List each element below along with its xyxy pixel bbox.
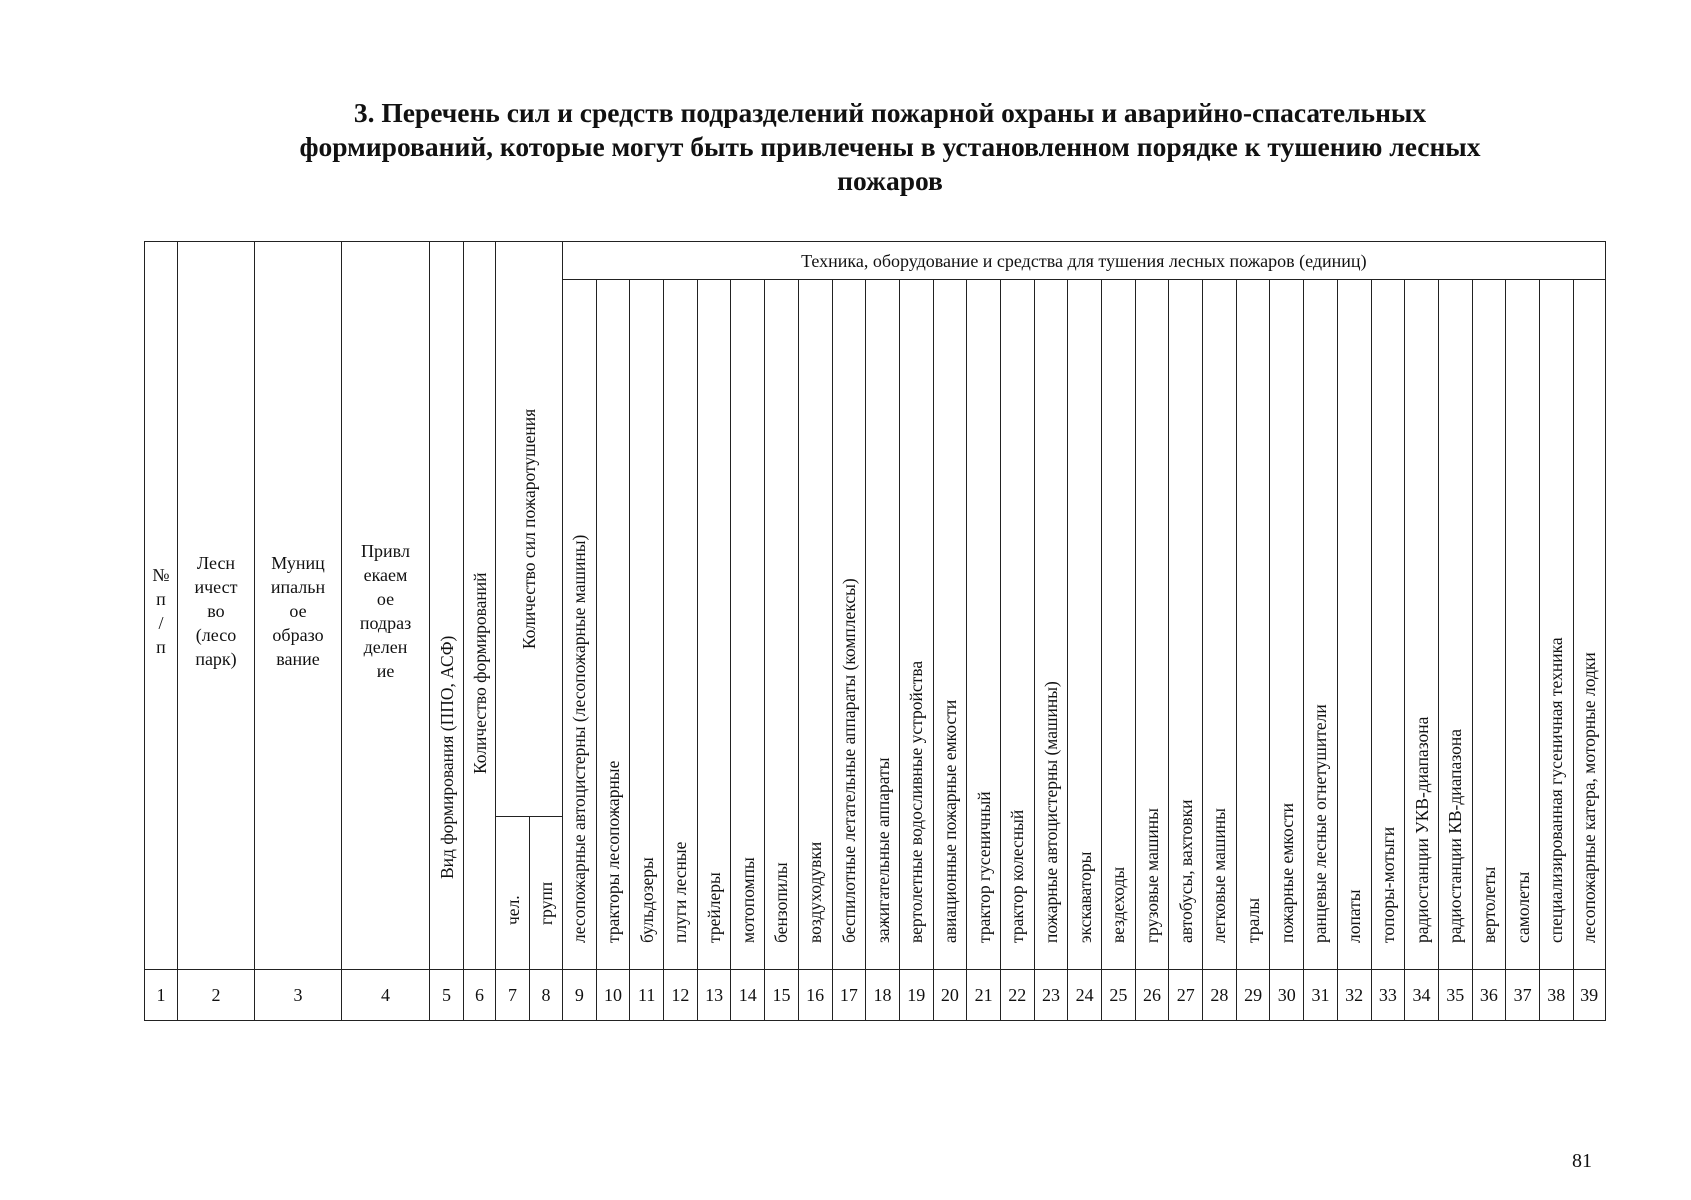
column-number: 2 — [178, 970, 255, 1021]
equipment-column-header — [596, 280, 630, 970]
equipment-label: экскаваторы — [1074, 851, 1095, 943]
c3-line: Муниц — [271, 552, 325, 573]
column-number: 18 — [866, 970, 900, 1021]
equipment-column-header — [1270, 280, 1304, 970]
column-number: 13 — [697, 970, 731, 1021]
column-number: 35 — [1438, 970, 1472, 1021]
column-number: 22 — [1000, 970, 1034, 1021]
c4-line: ие — [376, 660, 395, 681]
equipment-label: трейлеры — [704, 871, 725, 943]
column-number: 25 — [1102, 970, 1136, 1021]
column-number: 11 — [630, 970, 664, 1021]
col-header-forces-count — [496, 242, 563, 817]
column-number: 10 — [596, 970, 630, 1021]
c4-line: делен — [363, 636, 408, 657]
c2-line: парк) — [195, 648, 237, 669]
c1-line: п — [156, 636, 166, 657]
equipment-label: специализированная гусеничная техника — [1546, 636, 1567, 943]
equipment-label: радиостанции УКВ-диапазона — [1411, 716, 1432, 943]
column-number: 34 — [1405, 970, 1439, 1021]
equipment-label: топоры-мотыги — [1377, 826, 1398, 943]
page-number: 81 — [1572, 1150, 1592, 1172]
equipment-label: вертолетные водосливные устройства — [906, 660, 927, 943]
c2-line: во — [207, 600, 225, 621]
column-number: 8 — [530, 970, 563, 1021]
c1-line: № — [152, 564, 170, 585]
equipment-label: воздуходувки — [805, 841, 826, 943]
equipment-column-header — [899, 280, 933, 970]
equipment-header: Техника, оборудование и средства для тушения лесных пожаров (единиц) — [563, 242, 1606, 280]
column-number: 3 — [255, 970, 342, 1021]
c2-line: (лесо — [195, 624, 237, 645]
column-number: 15 — [765, 970, 799, 1021]
equipment-label: грузовые машины — [1142, 807, 1163, 943]
column-number: 30 — [1270, 970, 1304, 1021]
c4-line: екаем — [363, 564, 408, 585]
equipment-label: бульдозеры — [636, 856, 657, 943]
equipment-column-header — [1169, 280, 1203, 970]
equipment-label: ранцевые лесные огнетушители — [1310, 703, 1331, 943]
equipment-label: авиационные пожарные емкости — [939, 699, 960, 943]
equipment-column-header — [697, 280, 731, 970]
equipment-label: беспилотные летательные аппараты (комплексы) — [838, 577, 859, 943]
equipment-label: лопаты — [1344, 888, 1365, 943]
column-number: 20 — [933, 970, 967, 1021]
equipment-label: бензопилы — [771, 861, 792, 943]
equipment-column-header — [933, 280, 967, 970]
column-number: 32 — [1337, 970, 1371, 1021]
equipment-column-header — [1472, 280, 1506, 970]
title-line-3: пожаров — [837, 165, 943, 196]
column-number: 33 — [1371, 970, 1405, 1021]
column-number: 26 — [1135, 970, 1169, 1021]
column-number: 7 — [496, 970, 530, 1021]
equipment-column-header — [1102, 280, 1136, 970]
equipment-column-header — [798, 280, 832, 970]
column-number: 38 — [1539, 970, 1573, 1021]
c3-line: ипальн — [270, 576, 326, 597]
column-number: 21 — [967, 970, 1001, 1021]
column-number: 4 — [342, 970, 430, 1021]
equipment-label: трактор гусеничный — [973, 790, 994, 943]
c4-line: Привл — [361, 540, 410, 561]
equipment-label: лесопожарные автоцистерны (лесопожарные машины) — [569, 534, 590, 943]
equipment-label: легковые машины — [1209, 807, 1230, 943]
c2-line: ичест — [194, 576, 238, 597]
col-header-forestry — [178, 242, 255, 970]
col-header-municipality — [255, 242, 342, 970]
equipment-column-header — [1236, 280, 1270, 970]
groups-label: групп — [536, 881, 556, 925]
sub-header-groups — [530, 817, 563, 970]
col-header-number — [145, 242, 178, 970]
equipment-column-header — [832, 280, 866, 970]
column-number: 36 — [1472, 970, 1506, 1021]
equipment-column-header — [1371, 280, 1405, 970]
c3-line: вание — [276, 648, 320, 669]
formation-type-label: Вид формирования (ППО, АСФ) — [436, 635, 457, 879]
column-number: 6 — [464, 970, 496, 1021]
people-label: чел. — [502, 895, 523, 925]
equipment-label: радиостанции КВ-диапазона — [1445, 728, 1466, 943]
equipment-column-header — [967, 280, 1001, 970]
c1-line: / — [158, 612, 164, 633]
document-title — [190, 96, 1590, 198]
column-number: 19 — [899, 970, 933, 1021]
equipment-column-header — [1304, 280, 1338, 970]
equipment-column-header — [1573, 280, 1605, 970]
forces-count-label: Количество сил пожаротушения — [519, 408, 539, 650]
formation-count-label: Количество формирований — [469, 571, 490, 774]
equipment-column-header — [664, 280, 698, 970]
c1-line: п — [156, 588, 166, 609]
equipment-label: тралы — [1243, 897, 1264, 943]
equipment-column-header — [1000, 280, 1034, 970]
equipment-label: трактор колесный — [1007, 809, 1028, 943]
equipment-label: пожарные емкости — [1276, 802, 1297, 943]
column-number: 27 — [1169, 970, 1203, 1021]
equipment-label: вертолеты — [1478, 866, 1499, 943]
column-number: 14 — [731, 970, 765, 1021]
equipment-column-header — [1405, 280, 1439, 970]
equipment-column-header — [1539, 280, 1573, 970]
col-header-formation-type — [430, 242, 464, 970]
c3-line: ое — [289, 600, 307, 621]
equipment-column-header — [866, 280, 900, 970]
equipment-column-header — [731, 280, 765, 970]
equipment-column-header — [1506, 280, 1540, 970]
equipment-column-header — [1438, 280, 1472, 970]
equipment-label: плуги лесные — [670, 841, 691, 943]
equipment-column-header — [765, 280, 799, 970]
forces-table — [144, 241, 1606, 1021]
column-number: 5 — [430, 970, 464, 1021]
column-number: 12 — [664, 970, 698, 1021]
title-line-2: формирований, которые могут быть привлечены в установленном порядке к тушению лесных — [299, 131, 1481, 162]
column-number: 29 — [1236, 970, 1270, 1021]
equipment-column-header — [1337, 280, 1371, 970]
column-number: 24 — [1068, 970, 1102, 1021]
equipment-label: мотопомпы — [737, 856, 758, 943]
column-number: 28 — [1203, 970, 1237, 1021]
col-header-unit — [342, 242, 430, 970]
equipment-column-header — [563, 280, 597, 970]
col-header-formation-count — [464, 242, 496, 970]
c4-line: ое — [376, 588, 395, 609]
c4-line: подраз — [359, 612, 412, 633]
equipment-label: пожарные автоцистерны (машины) — [1040, 680, 1061, 943]
c3-line: образо — [272, 624, 324, 645]
equipment-column-header — [1068, 280, 1102, 970]
equipment-column-header — [630, 280, 664, 970]
equipment-column-header — [1034, 280, 1068, 970]
title-line-1: 3. Перечень сил и средств подразделений пожарной охраны и аварийно-спасательных — [353, 97, 1427, 128]
equipment-label: автобусы, вахтовки — [1175, 799, 1196, 943]
equipment-column-header — [1135, 280, 1169, 970]
sub-header-people — [496, 817, 530, 970]
equipment-column-header — [1203, 280, 1237, 970]
c2-line: Лесн — [196, 552, 236, 573]
column-number: 23 — [1034, 970, 1068, 1021]
column-number: 37 — [1506, 970, 1540, 1021]
column-number: 39 — [1573, 970, 1605, 1021]
equipment-label: зажигательные аппараты — [872, 756, 893, 943]
column-number: 9 — [563, 970, 597, 1021]
equipment-label: вездеходы — [1108, 866, 1129, 943]
column-number: 16 — [798, 970, 832, 1021]
column-number: 1 — [145, 970, 178, 1021]
equipment-label: тракторы лесопожарные — [603, 760, 624, 943]
column-number: 17 — [832, 970, 866, 1021]
column-number: 31 — [1304, 970, 1338, 1021]
equipment-label: лесопожарные катера, моторные лодки — [1579, 651, 1600, 943]
equipment-label: самолеты — [1512, 871, 1533, 943]
